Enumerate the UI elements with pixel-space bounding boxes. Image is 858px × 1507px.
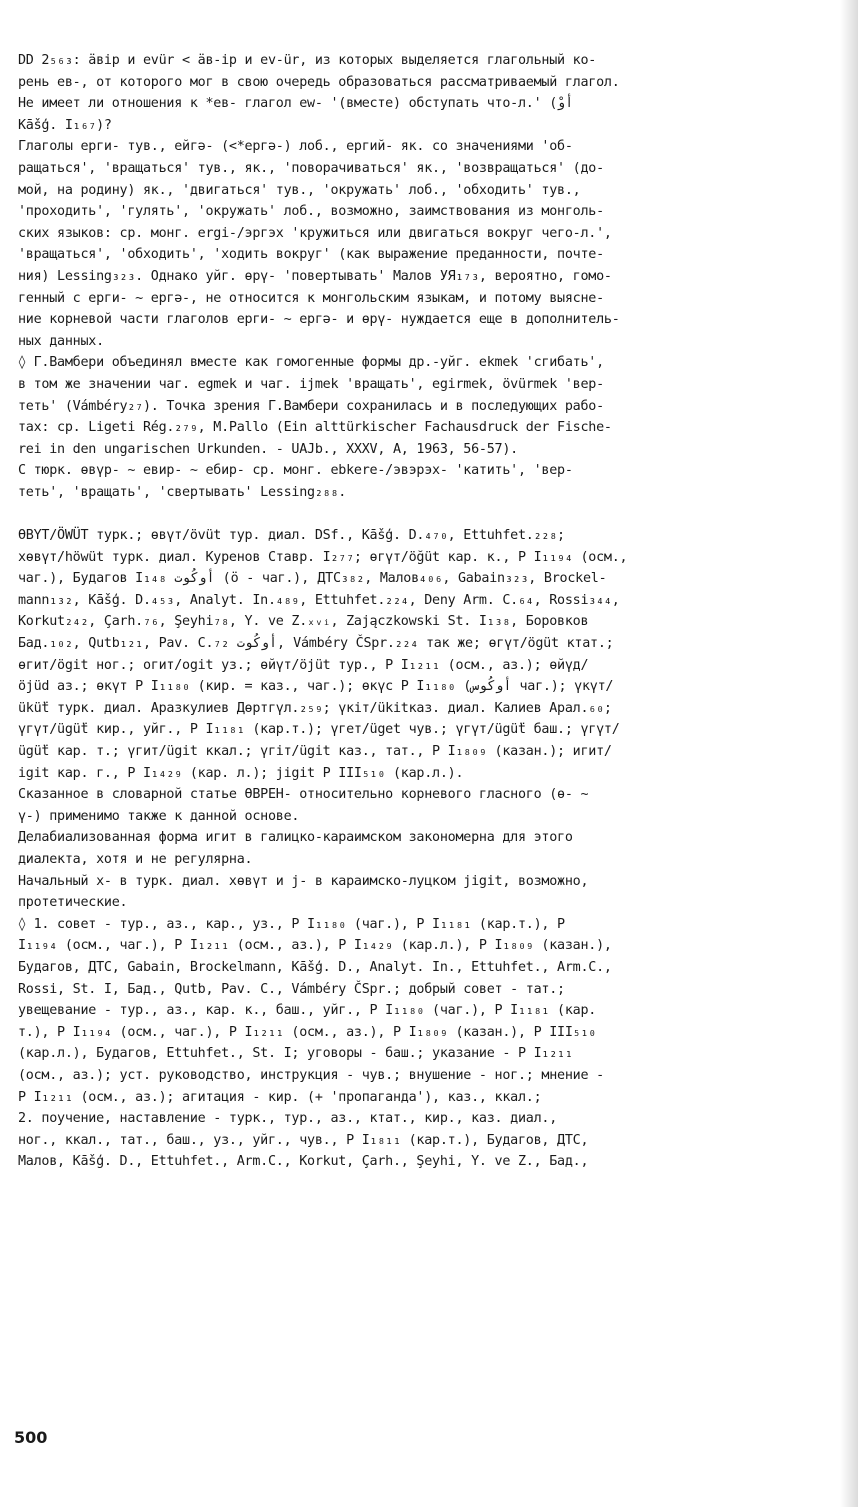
text-line: ращаться', 'вращаться' тув., як., 'поворачиваться' як., 'возвращаться' (до- [18,160,604,176]
text-line: рень ев-, от которого мог в свою очередь образоваться рассматриваемый глагол. [18,74,620,90]
text-line: öjüd аз.; өкүт P I₁₁₈₀ (кир. = каз., чаг.); өкүс P I₁₁₈₀ (أُوكُوس чаг.); үкүт/ [18,679,614,695]
text-line: Будагов, ДТС, Gabain, Brockelmann, Kāšģ. D., Analyt. In., Ettuhfet., Arm.C., [18,959,612,975]
text-line: Глаголы ерги- тув., ейгә- (<*ергә-) лоб., ергий- як. со значениями 'об- [18,139,573,155]
text-line: ния) Lessing₃₂₃. Однако уйг. өрү- 'повертывать' Малов УЯ₁₇₃, вероятно, гомо- [18,268,612,284]
text-line: ◊ Г.Вамбери объединял вместе как гомогенные формы др.-уйг. ekmek 'сгибать', [18,355,604,371]
text-line: С тюрк. өвүр- ~ евир- ~ ебир- ср. монг. ebkere-/эвэрэх- 'катить', 'вер- [18,463,573,479]
text-line: увещевание - тур., аз., кар. к., баш., уйг., P I₁₁₈₀ (чаг.), P I₁₁₈₁ (кар. [18,1003,597,1019]
text-line: ных данных. [18,333,104,349]
text-line: Делабиализованная форма игит в галицко-караимском закономерна для этого [18,830,573,846]
text-line: 2. поучение, наставление - турк., тур., аз., ктат., кир., каз. диал., [18,1111,558,1127]
text-line: rei in den ungarischen Urkunden. - UAJb., XXXV, A, 1963, 56-57). [18,441,518,457]
text-line: ү-) применимо также к данной основе. [18,808,300,824]
text-line: ских языков: ср. монг. ergi-/эргэх 'кружиться или двигаться вокруг чего-л.', [18,225,612,241]
text-line: генный с ерги- ~ ергә-, не относится к монгольским языкам, и потому выясне- [18,290,604,306]
text-line: диалекта, хотя и не регулярна. [18,851,253,867]
text-line: Малов, Kāšģ. D., Ettuhfet., Arm.C., Korkut, Çarh., Şeyhi, Y. ve Z., Бад., [18,1154,589,1170]
text-line: Сказанное в словарной статье ӨВРЕН- относительно корневого гласного (ө- ~ [18,787,589,803]
text-line: үгүт/ügü̈t кир., уйг., P I₁₁₈₁ (кар.т.); үгет/üget чув.; үгүт/ügü̈t баш.; үгүт/ [18,722,620,738]
text-line: igit кар. г., P I₁₄₂₉ (кар. л.); jigit P III₅₁₀ (кар.л.). [18,765,464,781]
text-line: 'вращаться', 'обходить', 'ходить вокруг' (как выражение преданности, почте- [18,247,604,263]
entry-oevuet [18,525,840,1173]
dictionary-text [18,50,840,1173]
text-line: хөвүт/höwüt турк. диал. Куренов Ставр. I₂₇₇; өгүт/öğüt кар. к., P I₁₁₉₄ (осм., [18,549,628,565]
text-line: чаг.), Будагов I₁₄₈ أُوكُوت (ӧ - чаг.), ДТС₃₈₂, Малов₄₀₆, Gabain₃₂₃, Brockel- [18,571,607,587]
text-line: ӨВҮТ/ÖWÜT турк.; өвүт/övüt тур. диал. DSf., Kāšģ. D.₄₇₀, Ettuhfet.₂₂₈; [18,528,565,544]
text-line: Бад.₁₀₂, Qutb₁₂₁, Pav. C.₇₂ أُوكُوت, Vámbéry ČSpr.₂₂₄ так же; өгүт/ögüt ктат.; [18,636,614,652]
text-line: Rossi, St. I, Бад., Qutb, Pav. C., Vámbéry ČSpr.; добрый совет - тат.; [18,981,565,997]
text-line: DD 2₅₆₃: ӓвір и evür < ӓв-ір и ev-ür, из которых выделяется глагольный ко- [18,53,597,68]
text-line: Начальный х- в турк. диал. хөвүт и j- в караимско-луцком jigit, возможно, [18,873,589,889]
text-line: өгит/ögit ног.; огит/ogit уз.; өйүт/öjüt тур., P I₁₂₁₁ (осм., аз.); өйүд/ [18,657,589,673]
text-line: ног., ккал., тат., баш., уз., уйг., чув., P I₁₈₁₁ (кар.т.), Будагов, ДТС, [18,1132,589,1148]
text-line: P I₁₂₁₁ (осм., аз.); агитация - кир. (+ 'пропаганда'), каз., ккал.; [18,1089,542,1105]
text-line: Не имеет ли отношения к *ев- глагол ew- '(вместе) обступать что-л.' (أُوْ [18,96,574,112]
text-line: Korkut₂₄₂, Çarh.₇₆, Şeyhi₇₈, Y. ve Z.ₓᵥᵢ, Zajączkowski St. I₁₃₈, Боровков [18,614,589,630]
text-line: теть' (Vámbéry₂₇). Точка зрения Г.Вамбери сохранилась и в последующих рабо- [18,398,604,414]
text-line: ◊ 1. совет - тур., аз., кар., уз., P I₁₁₈₀ (чаг.), P I₁₁₈₁ (кар.т.), P [18,916,565,932]
scan-shadow-edge [840,0,858,1507]
entry-continuation [18,50,840,503]
text-line: ние корневой части глаголов ерги- ~ ергә- и өрү- нуждается еще в дополнитель- [18,312,620,328]
text-line: Kāšģ. I₁₆₇)? [18,117,112,133]
text-line: мой, на родину) як., 'двигаться' тув., 'окружать' лоб., 'обходить' тув., [18,182,581,198]
text-line: в том же значении чаг. egmek и чаг. ijmek 'вращать', egirmek, övürmek 'вер- [18,376,604,392]
text-line: ügü̈t кар. т.; үгит/ügit ккал.; үгіт/ügіt каз., тат., P I₁₈₀₉ (казан.); игит/ [18,744,612,759]
text-line: 'проходить', 'гулять', 'окружать' лоб., возможно, заимствования из монголь- [18,204,604,220]
text-line: тах: ср. Ligeti Rég.₂₇₉, M.Pallo (Ein alttürkischer Fachausdruck der Fische- [18,420,612,436]
text-line: (кар.л.), Будагов, Ettuhfet., St. I; уговоры - баш.; указание - P I₁₂₁₁ [18,1046,573,1062]
text-line: ükü̈t турк. диал. Аразкулиев Дөртгүл.₂₅₉; үкіт/ükitказ. диал. Калиев Арал.₆₀; [18,700,612,716]
entry-gap [18,503,840,525]
text-line: т.), P I₁₁₉₄ (осм., чаг.), P I₁₂₁₁ (осм., аз.), P I₁₈₀₉ (казан.), P III₅₁₀ [18,1024,597,1040]
text-line: mann₁₃₂, Kāšģ. D.₄₅₃, Analyt. In.₄₈₉, Ettuhfet.₂₂₄, Deny Arm. C.₆₄, Rossi₃₄₄, [18,592,620,608]
text-line: (осм., аз.); уст. руководство, инструкция - чув.; внушение - ног.; мнение - [18,1067,604,1083]
text-line: протетические. [18,895,128,911]
text-line: теть', 'вращать', 'свертывать' Lessing₂₈₈. [18,484,347,500]
page-number: 500 [14,1428,48,1447]
text-line: I₁₁₉₄ (осм., чаг.), P I₁₂₁₁ (осм., аз.), P I₁₄₂₉ (кар.л.), P I₁₈₀₉ (казан.), [18,938,612,954]
